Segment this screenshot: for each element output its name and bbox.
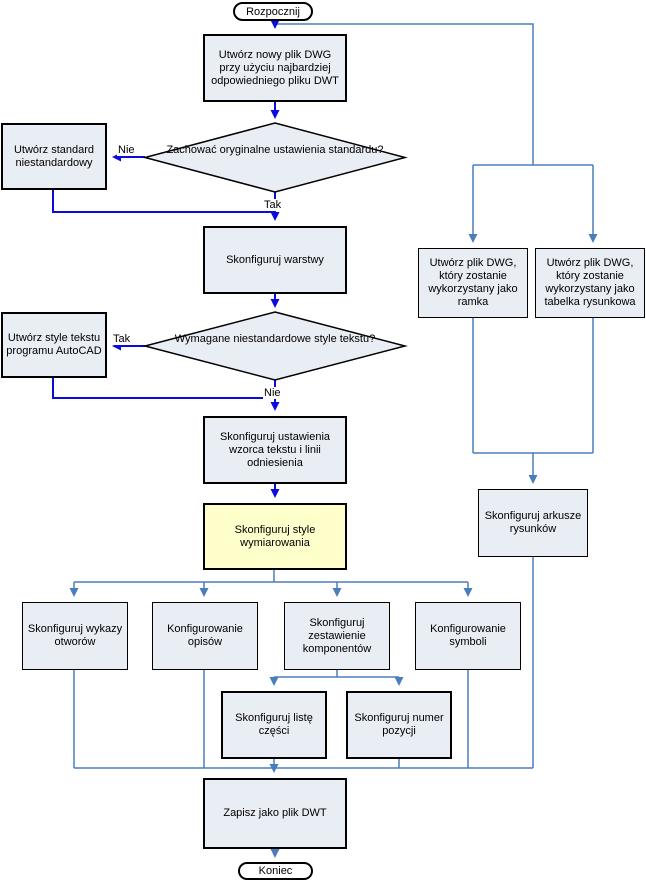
edge-label-tak-1: Tak	[264, 199, 282, 211]
node-create-custom-standard	[1, 123, 107, 190]
start-terminator	[233, 2, 313, 21]
node-create-custom-standard-label: Utwórz standard niestandardowy	[13, 143, 95, 169]
node-configure-sheets	[478, 489, 588, 557]
node-create-dwg-label: Utwórz nowy plik DWG przy użyciu najbardziej odpowiedniego pliku DWT	[211, 48, 339, 87]
start-label: Rozpocznij	[246, 5, 300, 18]
edge-label-tak-2: Tak	[113, 333, 131, 345]
decision-diamond-text-styles	[145, 312, 405, 380]
node-configure-hole-charts	[22, 602, 128, 670]
node-create-dwg	[203, 34, 347, 102]
node-configure-item-number	[346, 691, 452, 759]
node-save-dwt	[203, 778, 347, 849]
decision-text-styles-label: Wymagane niestandardowe style tekstu?	[174, 333, 376, 345]
node-configure-dim-styles	[203, 503, 347, 570]
decision-standard-label: Zachować oryginalne ustawienia standardu?	[166, 144, 384, 156]
node-configure-component-lists-label: Skonfiguruj zestawienie komponentów	[302, 616, 372, 655]
decision-diamond-standard	[145, 123, 405, 192]
edge-label-nie-1: Nie	[118, 144, 135, 156]
node-configure-notes	[152, 602, 258, 670]
node-create-text-styles-label: Utwórz style tekstu programu AutoCAD	[6, 332, 102, 357]
node-configure-component-lists	[284, 602, 390, 670]
node-configure-item-number-label: Skonfiguruj numer pozycji	[354, 712, 444, 737]
node-configure-symbols-label: Konfigurowanie symboli	[430, 623, 506, 648]
edge-label-nie-2: Nie	[264, 387, 281, 399]
node-configure-parts-list-label: Skonfiguruj listę części	[235, 712, 313, 737]
node-create-text-styles	[1, 312, 107, 378]
node-create-border-dwg	[418, 248, 528, 318]
node-configure-layers-label: Skonfiguruj warstwy	[226, 253, 324, 266]
node-configure-hole-charts-label: Skonfiguruj wykazy otworów	[27, 623, 123, 648]
node-configure-text-settings-label: Skonfiguruj ustawienia wzorca tekstu i linii odniesienia	[219, 430, 331, 469]
node-configure-text-settings	[203, 416, 347, 484]
node-configure-notes-label: Konfigurowanie opisów	[167, 623, 243, 648]
node-create-border-dwg-label: Utwórz plik DWG, który zostanie wykorzystany jako ramka	[428, 257, 518, 308]
node-configure-symbols	[415, 602, 521, 670]
node-configure-dim-styles-label: Skonfiguruj style wymiarowania	[234, 523, 316, 549]
end-label: Koniec	[258, 865, 293, 877]
node-configure-parts-list	[221, 691, 327, 759]
node-create-titleblock-dwg	[535, 248, 645, 318]
node-configure-layers	[203, 226, 347, 294]
node-create-titleblock-dwg-label: Utwórz plik DWG, który zostanie wykorzystany jako tabelka rysunkowa	[544, 257, 636, 308]
node-save-dwt-label: Zapisz jako plik DWT	[223, 807, 327, 819]
end-terminator	[238, 862, 313, 880]
node-configure-sheets-label: Skonfiguruj arkusze rysunków	[484, 510, 582, 535]
